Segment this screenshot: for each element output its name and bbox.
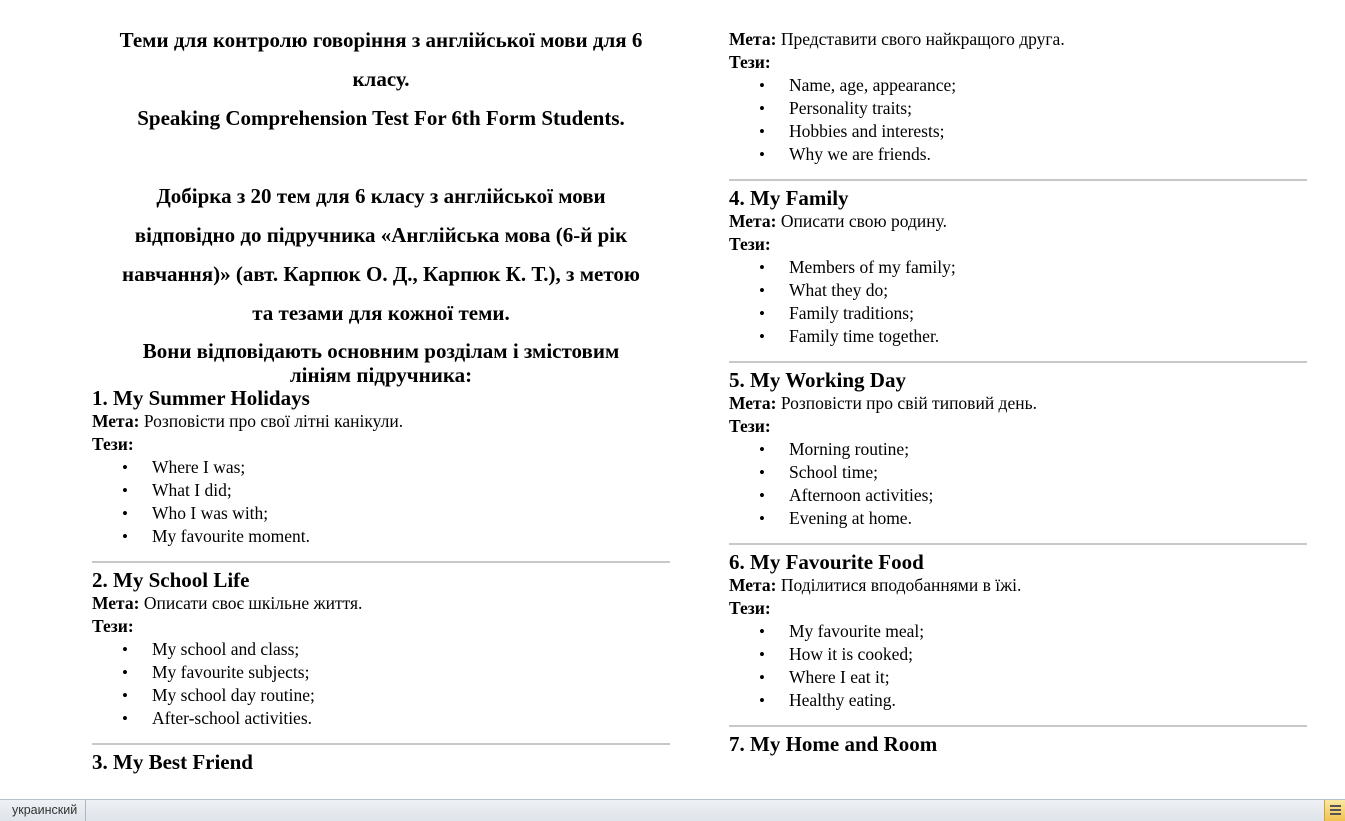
status-bar [0, 799, 1345, 821]
section-title: 5. My Working Day [729, 368, 906, 392]
section-divider [729, 179, 1307, 181]
intro-desc-line: та тезами для кожної теми. [252, 301, 510, 325]
goal-text: Розповісти про свої літні канікули. [143, 411, 404, 431]
page-column-left [92, 0, 670, 774]
points-list [92, 456, 670, 548]
list-item: • Morning routine; [729, 438, 1307, 461]
list-item: • Evening at home. [729, 507, 1307, 530]
section-title: 2. My School Life [92, 568, 250, 592]
list-item: • Hobbies and interests; [729, 120, 1307, 143]
points-list [729, 74, 1307, 166]
goal-label: Мета: [92, 593, 140, 613]
section-goal [92, 592, 670, 615]
goal-text: Описати своє шкільне життя. [143, 593, 363, 613]
list-item: • My school and class; [92, 638, 670, 661]
points-label [729, 233, 1307, 256]
list-item: • How it is cooked; [729, 643, 1307, 666]
goal-text: Розповісти про свій типовий день. [780, 393, 1037, 413]
list-item: • Afternoon activities; [729, 484, 1307, 507]
points-label-text: Тези: [729, 598, 771, 618]
section-goal [729, 574, 1307, 597]
intro-title-line: Speaking Comprehension Test For 6th Form Students. [137, 106, 625, 130]
list-item: • What they do; [729, 279, 1307, 302]
points-list [729, 438, 1307, 530]
section-best-friend-continued [729, 0, 1307, 166]
points-label [729, 51, 1307, 74]
list-item: • Where I was; [92, 456, 670, 479]
intro-desc-line: відповідно до підручника «Англійська мова (6-й рік [134, 223, 628, 247]
section-divider [92, 561, 670, 563]
document-intro [92, 0, 670, 387]
list-item: • Family time together. [729, 325, 1307, 348]
points-label [729, 597, 1307, 620]
section-divider [729, 361, 1307, 363]
section-title: 1. My Summer Holidays [92, 386, 310, 410]
intro-title-line: Теми для контролю говоріння з англійської мови для 6 [119, 28, 643, 52]
list-item: • Healthy eating. [729, 689, 1307, 712]
lines-icon[interactable] [1324, 800, 1345, 821]
points-label [92, 615, 670, 638]
list-item: • What I did; [92, 479, 670, 502]
section-goal [729, 392, 1307, 415]
points-label [92, 433, 670, 456]
section-goal [92, 410, 670, 433]
points-label-text: Тези: [92, 616, 134, 636]
points-list [92, 638, 670, 730]
list-item: • Name, age, appearance; [729, 74, 1307, 97]
points-list [729, 256, 1307, 348]
section-goal [729, 28, 1307, 51]
intro-title-line: класу. [352, 67, 410, 91]
list-item: • Where I eat it; [729, 666, 1307, 689]
goal-label: Мета: [729, 29, 777, 49]
list-item: • Who I was with; [92, 502, 670, 525]
list-item: • Members of my family; [729, 256, 1307, 279]
page-column-right [729, 0, 1307, 756]
section-divider [729, 543, 1307, 545]
list-item: • Family traditions; [729, 302, 1307, 325]
goal-label: Мета: [729, 393, 777, 413]
section-title: 6. My Favourite Food [729, 550, 924, 574]
goal-text: Поділитися вподобаннями в їжі. [780, 575, 1022, 595]
language-indicator[interactable]: украинский [0, 800, 86, 821]
section-title: 7. My Home and Room [729, 732, 938, 756]
section-summer-holidays [92, 387, 670, 548]
points-label-text: Тези: [729, 234, 771, 254]
section-divider [92, 743, 670, 745]
goal-text: Представити свого найкращого друга. [780, 29, 1065, 49]
section-title: 4. My Family [729, 186, 849, 210]
intro-note-line: лініям підручника: [289, 363, 473, 387]
list-item: • My favourite moment. [92, 525, 670, 548]
points-label [729, 415, 1307, 438]
section-divider [729, 725, 1307, 727]
list-item: • After-school activities. [92, 707, 670, 730]
intro-desc-line: Добірка з 20 тем для 6 класу з англійської мови [156, 184, 606, 208]
section-school-life [92, 569, 670, 730]
list-item: • My favourite subjects; [92, 661, 670, 684]
intro-spacer [92, 138, 670, 177]
points-label-text: Тези: [92, 434, 134, 454]
section-favourite-food [729, 551, 1307, 712]
intro-desc-line: навчання)» (авт. Карпюк О. Д., Карпюк К. Т.), з метою [122, 262, 640, 286]
section-title: 3. My Best Friend [92, 750, 253, 774]
list-item: • My favourite meal; [729, 620, 1307, 643]
list-item: • Why we are friends. [729, 143, 1307, 166]
goal-text: Описати свою родину. [780, 211, 947, 231]
goal-label: Мета: [729, 211, 777, 231]
intro-note-line: Вони відповідають основним розділам і змістовим [142, 339, 620, 363]
list-item: • My school day routine; [92, 684, 670, 707]
points-list [729, 620, 1307, 712]
goal-label: Мета: [92, 411, 140, 431]
points-label-text: Тези: [729, 52, 771, 72]
list-item: • School time; [729, 461, 1307, 484]
section-goal [729, 210, 1307, 233]
goal-label: Мета: [729, 575, 777, 595]
section-best-friend [92, 751, 670, 774]
points-label-text: Тези: [729, 416, 771, 436]
section-working-day [729, 369, 1307, 530]
section-home-and-room [729, 733, 1307, 756]
list-item: • Personality traits; [729, 97, 1307, 120]
section-family [729, 187, 1307, 348]
